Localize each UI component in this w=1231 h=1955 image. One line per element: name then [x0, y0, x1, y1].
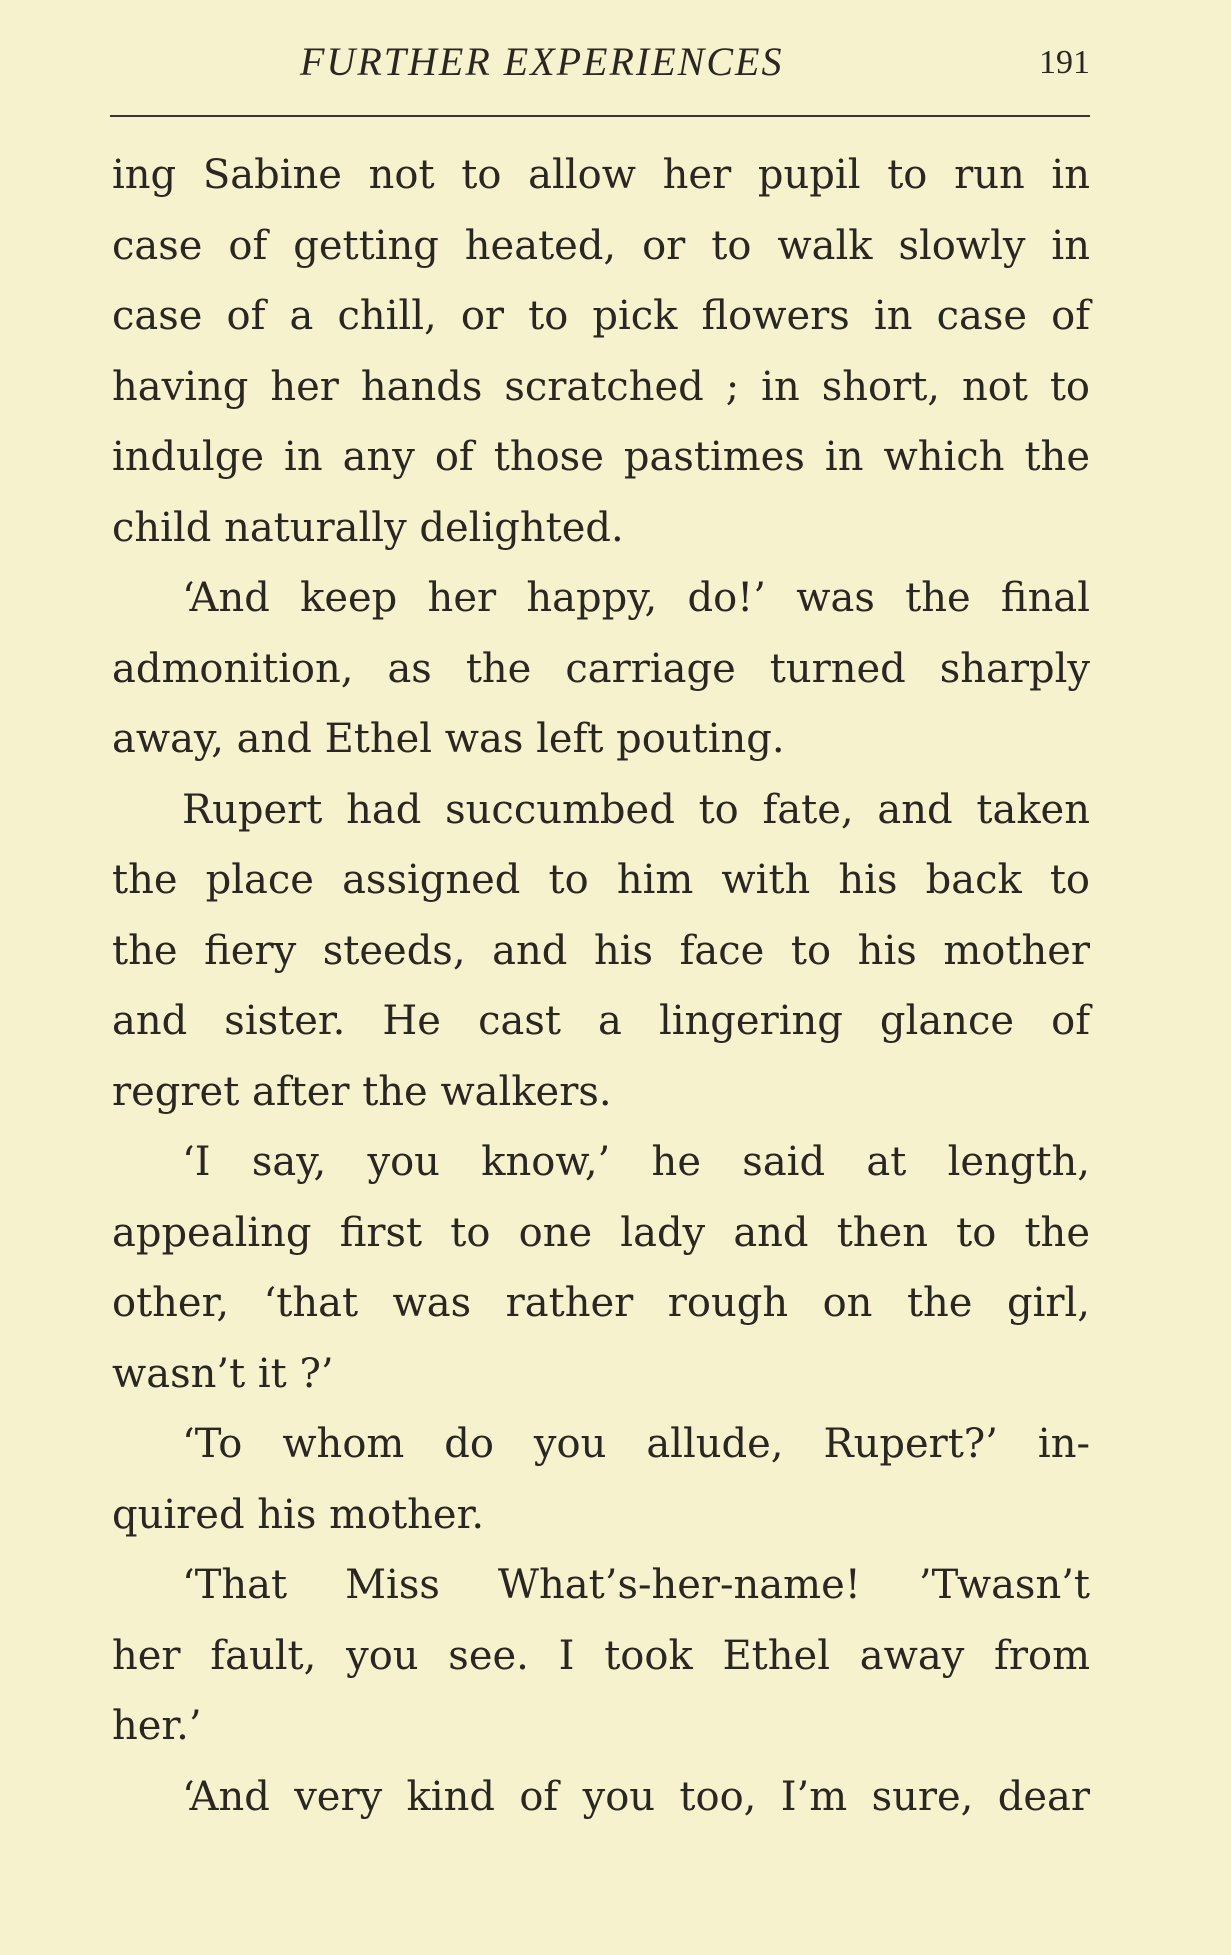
page-number: 191 [1039, 44, 1090, 81]
text-line: Rupert had succumbed to fate, and taken [182, 786, 1090, 833]
text-line: ‘I say, you know,’ he said at length, [182, 1139, 1090, 1185]
text-line: having her hands scratched ; in short, not to [112, 363, 1090, 410]
text-line: the fiery steeds, and his face to his mother [112, 927, 1090, 974]
text-line: ing Sabine not to allow her pupil to run in [112, 152, 1090, 198]
text-line: ‘That Miss What’s-her-name! ’Twasn’t [182, 1562, 1090, 1608]
running-head [110, 38, 1090, 94]
header-rule [110, 115, 1090, 117]
running-title: FURTHER EXPERIENCES [300, 39, 784, 84]
body-text [112, 140, 1090, 1832]
text-line: the place assigned to him with his back to [112, 857, 1090, 903]
text-line: her.’ [112, 1703, 202, 1749]
text-line: ‘And very kind of you too, I’m sure, dear [182, 1773, 1090, 1820]
text-line: and sister. He cast a lingering glance of [112, 998, 1090, 1044]
text-line: admonition, as the carriage turned sharply [112, 645, 1090, 692]
text-line: ‘And keep her happy, do!’ was the final [182, 575, 1090, 621]
text-line: child naturally delighted. [112, 504, 624, 551]
text-line: her fault, you see. I took Ethel away from [112, 1632, 1090, 1679]
text-line: away, and Ethel was left pouting. [112, 716, 785, 762]
text-line: wasn’t it ?’ [112, 1350, 334, 1397]
text-line: ‘To whom do you allude, Rupert?’ in- [182, 1421, 1090, 1467]
text-line: indulge in any of those pastimes in which the [112, 434, 1090, 480]
text-line: other, ‘that was rather rough on the girl, [112, 1280, 1090, 1326]
text-line: quired his mother. [112, 1491, 485, 1538]
text-line: regret after the walkers. [112, 1068, 612, 1115]
text-line: case of getting heated, or to walk slowly in [112, 222, 1090, 269]
text-line: appealing first to one lady and then to the [112, 1209, 1090, 1256]
text-line: case of a chill, or to pick flowers in case of [112, 293, 1090, 339]
